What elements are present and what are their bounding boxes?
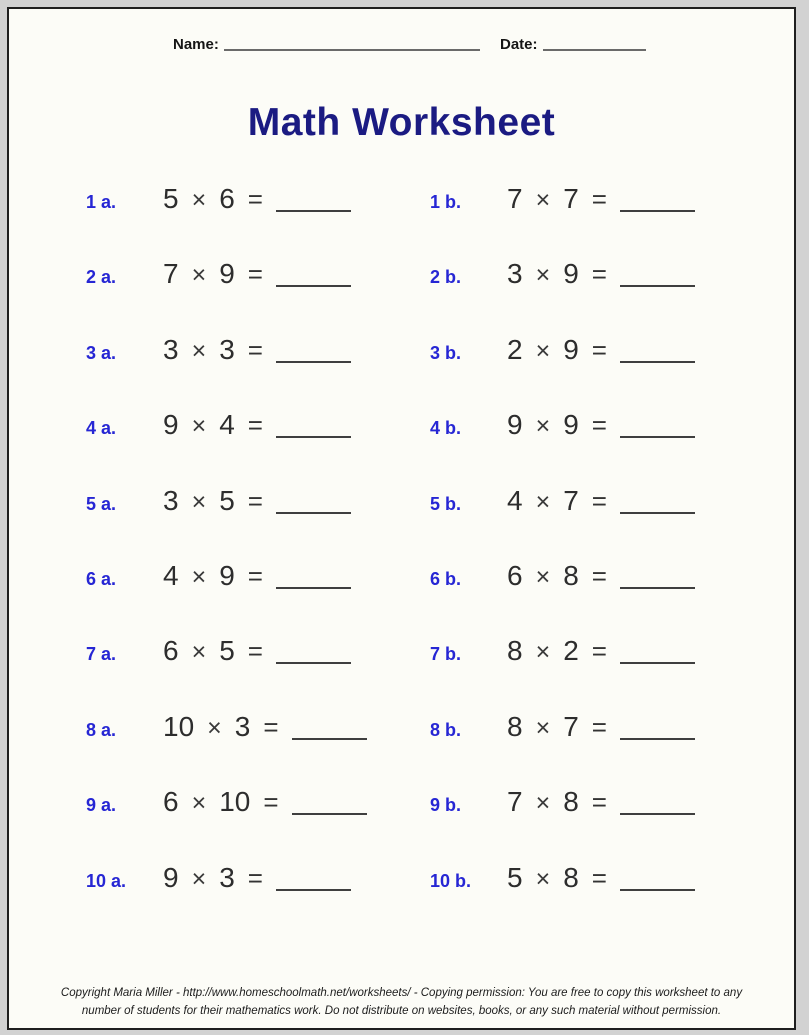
problem bbox=[86, 257, 430, 294]
date-input-line[interactable] bbox=[543, 49, 646, 51]
problem-number-label: 8 a. bbox=[86, 719, 117, 740]
problem-number-label: 6 b. bbox=[430, 568, 462, 589]
answer-blank[interactable] bbox=[620, 889, 695, 891]
problem bbox=[86, 182, 430, 219]
date-label: Date: bbox=[500, 36, 538, 53]
problems-grid bbox=[86, 182, 695, 936]
answer-blank[interactable] bbox=[620, 587, 695, 589]
operand-right: 4 bbox=[219, 409, 235, 441]
operand-right: 2 bbox=[563, 635, 579, 667]
problem bbox=[86, 710, 430, 747]
operand-right: 3 bbox=[219, 861, 235, 893]
problem bbox=[430, 710, 695, 747]
equals-sign: = bbox=[591, 334, 607, 365]
problem-number-label: 10 a. bbox=[86, 870, 127, 891]
operand-right: 9 bbox=[563, 409, 579, 441]
operand-right: 9 bbox=[563, 333, 579, 365]
operand-right: 9 bbox=[219, 258, 235, 290]
footer-copyright bbox=[9, 984, 794, 1020]
multiply-sign: × bbox=[535, 638, 551, 667]
problem-number-label: 7 a. bbox=[86, 644, 117, 665]
operand-left: 9 bbox=[507, 409, 523, 441]
multiply-sign: × bbox=[535, 487, 551, 516]
problem bbox=[86, 634, 430, 671]
answer-blank[interactable] bbox=[292, 738, 367, 740]
operand-right: 8 bbox=[563, 861, 579, 893]
problem bbox=[86, 408, 430, 445]
equals-sign: = bbox=[591, 787, 607, 818]
equation bbox=[507, 634, 695, 669]
problem bbox=[430, 861, 695, 898]
multiply-sign: × bbox=[535, 412, 551, 441]
operand-right: 3 bbox=[234, 710, 251, 742]
equation bbox=[507, 484, 695, 519]
equation bbox=[163, 257, 351, 292]
equals-sign: = bbox=[591, 636, 607, 667]
answer-blank[interactable] bbox=[620, 285, 695, 287]
equals-sign: = bbox=[247, 485, 263, 516]
problem-number-label: 2 a. bbox=[86, 267, 117, 288]
multiply-sign: × bbox=[535, 261, 551, 290]
problem-number-label: 7 b. bbox=[430, 644, 462, 665]
equation bbox=[507, 785, 695, 820]
answer-blank[interactable] bbox=[276, 361, 351, 363]
multiply-sign: × bbox=[191, 789, 207, 818]
operand-left: 4 bbox=[507, 484, 523, 516]
operand-right: 7 bbox=[563, 710, 579, 742]
worksheet-title: Math Worksheet bbox=[247, 101, 556, 144]
problem bbox=[86, 484, 430, 521]
operand-right: 3 bbox=[219, 333, 235, 365]
equals-sign: = bbox=[247, 560, 263, 591]
footer-line-1: Copyright Maria Miller - http://www.homeschoolmath.net/worksheets/ - Copying permission: You are free to copy this worksheet to any bbox=[60, 987, 743, 999]
answer-blank[interactable] bbox=[276, 662, 351, 664]
footer-line-2: number of students for their mathematics work. Do not distribute on websites, books, or any such material without permission. bbox=[81, 1005, 722, 1017]
problem bbox=[430, 333, 695, 370]
problem-number-label: 1 b. bbox=[430, 192, 462, 212]
multiply-sign: × bbox=[191, 261, 207, 290]
equation bbox=[507, 182, 695, 217]
operand-left: 3 bbox=[507, 258, 523, 290]
problem-number-label: 8 b. bbox=[430, 719, 462, 740]
problem-number-label: 4 a. bbox=[86, 418, 117, 439]
multiply-sign: × bbox=[191, 638, 207, 667]
operand-right: 8 bbox=[563, 786, 579, 818]
equation bbox=[163, 634, 351, 669]
answer-blank[interactable] bbox=[620, 436, 695, 438]
operand-left: 10 bbox=[163, 710, 195, 742]
equation bbox=[507, 257, 695, 292]
operand-left: 8 bbox=[507, 635, 523, 667]
operand-right: 8 bbox=[563, 559, 579, 591]
problem bbox=[86, 861, 430, 898]
multiply-sign: × bbox=[191, 487, 207, 516]
operand-right: 5 bbox=[219, 635, 235, 667]
multiply-sign: × bbox=[191, 562, 207, 591]
equals-sign: = bbox=[263, 711, 279, 742]
operand-right: 6 bbox=[219, 183, 235, 214]
equation bbox=[507, 559, 695, 594]
problem-number-label: 2 b. bbox=[430, 267, 462, 288]
multiply-sign: × bbox=[207, 713, 222, 742]
equals-sign: = bbox=[591, 711, 607, 742]
answer-blank[interactable] bbox=[620, 738, 695, 740]
answer-blank[interactable] bbox=[276, 436, 351, 438]
equals-sign: = bbox=[247, 410, 263, 441]
problem-number-label: 1 a. bbox=[86, 192, 117, 212]
multiply-sign: × bbox=[191, 412, 207, 441]
answer-blank[interactable] bbox=[276, 889, 351, 891]
problem-number-label: 6 a. bbox=[86, 568, 117, 589]
multiply-sign: × bbox=[191, 336, 207, 365]
operand-left: 2 bbox=[507, 333, 523, 365]
answer-blank[interactable] bbox=[276, 210, 351, 212]
equation bbox=[507, 408, 695, 443]
equals-sign: = bbox=[247, 636, 263, 667]
problem bbox=[430, 408, 695, 445]
answer-blank[interactable] bbox=[276, 587, 351, 589]
date-field-group bbox=[500, 36, 646, 53]
answer-blank[interactable] bbox=[620, 813, 695, 815]
problem-number-label: 5 a. bbox=[86, 493, 117, 514]
operand-left: 9 bbox=[163, 409, 179, 441]
equals-sign: = bbox=[591, 485, 607, 516]
multiply-sign: × bbox=[535, 336, 551, 365]
equation bbox=[163, 861, 351, 896]
problem bbox=[86, 559, 430, 596]
problem-number-label: 5 b. bbox=[430, 493, 462, 514]
answer-blank[interactable] bbox=[292, 813, 367, 815]
operand-right: 5 bbox=[219, 484, 235, 516]
problem-number-label: 9 b. bbox=[430, 795, 462, 816]
problem bbox=[430, 257, 695, 294]
multiply-sign: × bbox=[535, 186, 551, 214]
multiply-sign: × bbox=[535, 864, 551, 893]
equals-sign: = bbox=[591, 259, 607, 290]
equals-sign: = bbox=[591, 560, 607, 591]
equation bbox=[507, 861, 695, 896]
multiply-sign: × bbox=[535, 789, 551, 818]
problem-number-label: 4 b. bbox=[430, 418, 462, 439]
problem bbox=[430, 634, 695, 671]
operand-left: 6 bbox=[163, 635, 179, 667]
operand-right: 9 bbox=[563, 258, 579, 290]
operand-left: 7 bbox=[507, 786, 523, 818]
equals-sign: = bbox=[247, 862, 263, 893]
operand-left: 8 bbox=[507, 710, 523, 742]
operand-right: 7 bbox=[563, 484, 579, 516]
operand-left: 4 bbox=[163, 559, 179, 591]
equation bbox=[163, 785, 367, 820]
operand-left: 3 bbox=[163, 333, 179, 365]
problem-number-label: 3 b. bbox=[430, 342, 462, 363]
multiply-sign: × bbox=[535, 713, 551, 742]
multiply-sign: × bbox=[191, 864, 207, 893]
worksheet-page bbox=[7, 7, 796, 1030]
equation bbox=[163, 408, 351, 443]
answer-blank[interactable] bbox=[620, 210, 695, 212]
equation bbox=[507, 710, 695, 745]
operand-right: 10 bbox=[219, 786, 251, 818]
problem bbox=[430, 559, 695, 596]
multiply-sign: × bbox=[535, 562, 551, 591]
name-input-line[interactable] bbox=[224, 49, 480, 51]
problem bbox=[430, 182, 695, 219]
equals-sign: = bbox=[247, 184, 263, 214]
answer-blank[interactable] bbox=[276, 285, 351, 287]
answer-blank[interactable] bbox=[276, 512, 351, 514]
operand-left: 6 bbox=[163, 786, 179, 818]
multiply-sign: × bbox=[191, 186, 207, 214]
operand-left: 5 bbox=[507, 861, 523, 893]
operand-left: 9 bbox=[163, 861, 179, 893]
name-field-group bbox=[173, 36, 480, 53]
problem bbox=[86, 785, 430, 822]
equation bbox=[163, 559, 351, 594]
operand-right: 9 bbox=[219, 559, 235, 591]
problem bbox=[430, 484, 695, 521]
operand-left: 7 bbox=[163, 258, 179, 290]
operand-right: 7 bbox=[563, 183, 579, 214]
equation bbox=[163, 484, 351, 519]
problem bbox=[86, 333, 430, 370]
equals-sign: = bbox=[247, 259, 263, 290]
equals-sign: = bbox=[591, 410, 607, 441]
operand-left: 6 bbox=[507, 559, 523, 591]
equation bbox=[163, 710, 367, 745]
problem-number-label: 9 a. bbox=[86, 795, 117, 816]
equation bbox=[163, 182, 351, 217]
answer-blank[interactable] bbox=[620, 512, 695, 514]
equals-sign: = bbox=[591, 862, 607, 893]
equation bbox=[163, 333, 351, 368]
operand-left: 7 bbox=[507, 183, 523, 214]
name-label: Name: bbox=[173, 36, 219, 53]
answer-blank[interactable] bbox=[620, 361, 695, 363]
equals-sign: = bbox=[591, 184, 607, 214]
problem-number-label: 3 a. bbox=[86, 342, 117, 363]
problem bbox=[430, 785, 695, 822]
equals-sign: = bbox=[263, 787, 279, 818]
answer-blank[interactable] bbox=[620, 662, 695, 664]
equation bbox=[507, 333, 695, 368]
operand-left: 3 bbox=[163, 484, 179, 516]
equals-sign: = bbox=[247, 334, 263, 365]
operand-left: 5 bbox=[163, 183, 179, 214]
problem-number-label: 10 b. bbox=[430, 870, 472, 891]
